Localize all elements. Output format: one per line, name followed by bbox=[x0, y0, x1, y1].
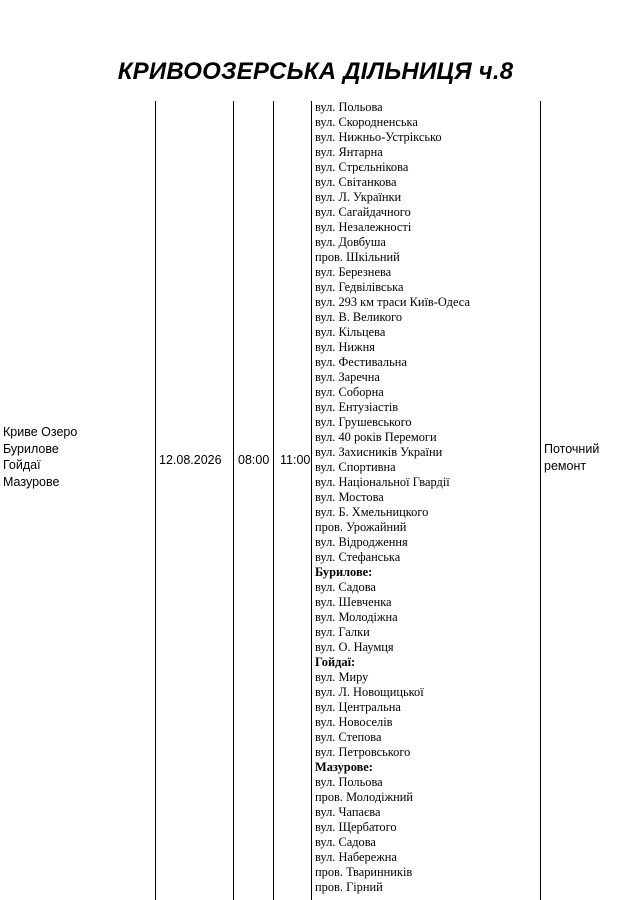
street-item: вул. 293 км траси Київ-Одеса bbox=[315, 295, 470, 309]
street-item: вул. Л. Українки bbox=[315, 190, 402, 204]
outage-date: 12.08.2026 bbox=[159, 453, 222, 467]
work-type-line: Поточний bbox=[544, 442, 600, 456]
street-item: вул. Степова bbox=[315, 730, 382, 744]
street-item: вул. Б. Хмельницкого bbox=[315, 505, 429, 519]
street-item: вул. Стефанська bbox=[315, 550, 401, 564]
street-item: вул. Миру bbox=[315, 670, 369, 684]
street-item: вул. 40 років Перемоги bbox=[315, 430, 437, 444]
street-item: вул. Центральна bbox=[315, 700, 401, 714]
work-type-cell bbox=[544, 441, 630, 474]
column-divider bbox=[155, 101, 156, 900]
settlement-name: Мазурове bbox=[3, 474, 60, 489]
street-item: вул. Національної Гвардії bbox=[315, 475, 450, 489]
street-item: вул. Нижньо-Устріксько bbox=[315, 130, 442, 144]
street-item: вул. Фестивальна bbox=[315, 355, 407, 369]
column-divider bbox=[233, 101, 234, 900]
work-type-line: ремонт bbox=[544, 458, 587, 473]
street-item: пров. Гірний bbox=[315, 880, 383, 894]
settlements-cell bbox=[3, 424, 153, 490]
street-item: вул. Кільцева bbox=[315, 325, 386, 339]
street-item: вул. Спортивна bbox=[315, 460, 396, 474]
settlement-header: Бурилове: bbox=[315, 565, 373, 579]
street-item: вул. Новоселів bbox=[315, 715, 393, 729]
start-time: 08:00 bbox=[238, 453, 270, 467]
street-item: вул. Ентузіастів bbox=[315, 400, 399, 414]
street-item: вул. Садова bbox=[315, 580, 376, 594]
street-item: пров. Тваринників bbox=[315, 865, 413, 879]
street-item: вул. Сагайдачного bbox=[315, 205, 411, 219]
street-item: вул. Світанкова bbox=[315, 175, 397, 189]
settlement-name: Криве Озеро bbox=[3, 425, 78, 439]
settlement-name: Бурилове bbox=[3, 441, 59, 456]
street-item: вул. Янтарна bbox=[315, 145, 383, 159]
street-item: вул. Скородненська bbox=[315, 115, 418, 129]
end-time: 11:00 bbox=[280, 453, 311, 467]
street-item: вул. Садова bbox=[315, 835, 376, 849]
street-item: вул. Березнева bbox=[315, 265, 392, 279]
settlement-header: Гойдаї: bbox=[315, 655, 356, 669]
street-item: вул. Відродження bbox=[315, 535, 408, 549]
street-item: вул. Стрєльнікова bbox=[315, 160, 409, 174]
street-item: вул. Галки bbox=[315, 625, 370, 639]
street-item: вул. Шевченка bbox=[315, 595, 392, 609]
street-item: вул. Молодіжна bbox=[315, 610, 398, 624]
street-item: вул. Гедвілівська bbox=[315, 280, 404, 294]
street-item: вул. Набережна bbox=[315, 850, 397, 864]
street-item: вул. Щербатого bbox=[315, 820, 397, 834]
street-item: вул. Польова bbox=[315, 100, 383, 114]
street-item: вул. Захисників України bbox=[315, 445, 443, 459]
street-item: вул. Заречна bbox=[315, 370, 380, 384]
street-list bbox=[315, 100, 540, 895]
column-divider bbox=[540, 101, 541, 900]
column-divider bbox=[273, 101, 274, 900]
street-item: пров. Урожайний bbox=[315, 520, 407, 534]
street-item: пров. Шкільний bbox=[315, 250, 400, 264]
street-item: пров. Молодіжний bbox=[315, 790, 414, 804]
street-item: вул. Л. Новощицької bbox=[315, 685, 424, 699]
street-item: вул. Незалежності bbox=[315, 220, 412, 234]
street-item: вул. В. Великого bbox=[315, 310, 403, 324]
street-item: вул. Довбуша bbox=[315, 235, 386, 249]
street-item: вул. Нижня bbox=[315, 340, 375, 354]
settlement-name: Гойдаї bbox=[3, 458, 41, 472]
settlement-header: Мазурове: bbox=[315, 760, 373, 774]
street-item: вул. Грушевського bbox=[315, 415, 412, 429]
street-item: вул. О. Наумця bbox=[315, 640, 394, 654]
page-title: КРИВООЗЕРСЬКА ДІЛЬНИЦЯ ч.8 bbox=[117, 58, 514, 85]
column-divider bbox=[311, 101, 312, 900]
street-item: вул. Петровського bbox=[315, 745, 411, 759]
street-item: вул. Мостова bbox=[315, 490, 384, 504]
street-item: вул. Соборна bbox=[315, 385, 384, 399]
street-item: вул. Чапаєва bbox=[315, 805, 381, 819]
street-item: вул. Польова bbox=[315, 775, 383, 789]
